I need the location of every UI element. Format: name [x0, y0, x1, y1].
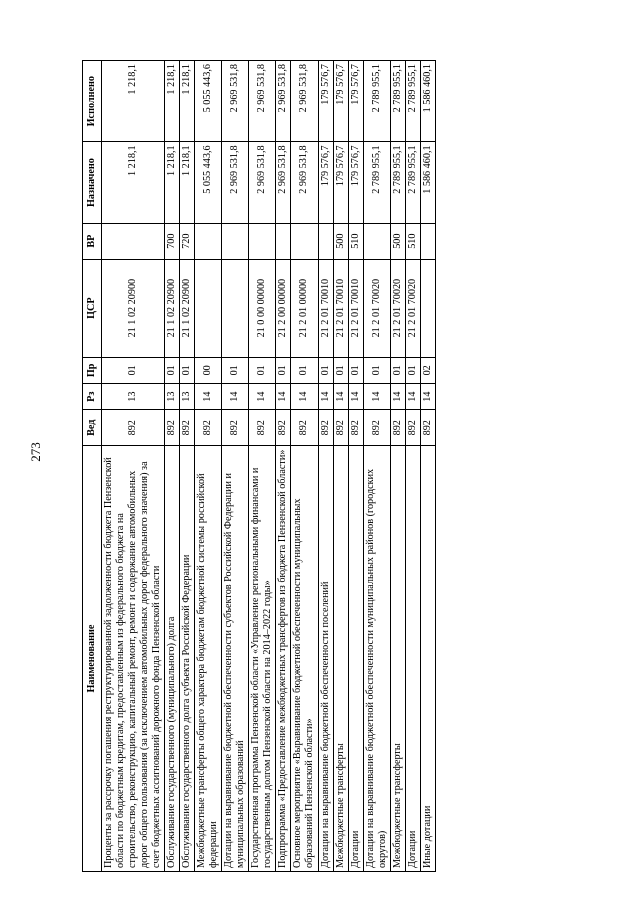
header-ved: Вед — [83, 410, 102, 446]
cell-ved: 892 — [249, 410, 276, 446]
cell-name: Проценты за рассрочку погашения реструктурированной задолженности бюджета Пензенской области по бюджетным кредитам, предоставленным из федерального бюджета на строительство, реконструкцию, капитальный ремонт, ремонт и содержание автомобильных дорог общего пользования (за исключением автомобильных дорог федерального значения) за счет бюджетных ассигнований дорожного фонда Пензенской области — [102, 446, 165, 872]
header-plan: Назначено — [83, 142, 102, 223]
cell-csr: 21 2 01 70010 — [318, 259, 333, 357]
table-row — [318, 61, 333, 872]
cell-done: 5 055 443,6 — [195, 61, 222, 142]
cell-pr: 00 — [195, 357, 222, 383]
table-body — [102, 61, 436, 872]
cell-csr: 21 2 01 70020 — [405, 259, 420, 357]
cell-name: Обслуживание государственного долга субъекта Российской Федерации — [180, 446, 195, 872]
cell-ved: 892 — [420, 410, 435, 446]
cell-csr — [420, 259, 435, 357]
cell-done: 1 218,1 — [180, 61, 195, 142]
cell-name: Иные дотации — [420, 446, 435, 872]
cell-ved: 892 — [405, 410, 420, 446]
cell-ved: 892 — [291, 410, 318, 446]
cell-vr: 720 — [180, 223, 195, 259]
cell-vr — [276, 223, 291, 259]
cell-name: Дотации — [405, 446, 420, 872]
cell-rz: 13 — [180, 383, 195, 409]
cell-rz: 14 — [249, 383, 276, 409]
cell-vr — [222, 223, 249, 259]
cell-vr: 510 — [405, 223, 420, 259]
cell-plan: 2 969 531,8 — [276, 142, 291, 223]
header-pr: Пр — [83, 357, 102, 383]
cell-csr: 21 1 02 20900 — [102, 259, 165, 357]
header-done: Исполнено — [83, 61, 102, 142]
cell-done: 2 789 955,1 — [363, 61, 390, 142]
cell-vr — [195, 223, 222, 259]
cell-plan: 1 586 460,1 — [420, 142, 435, 223]
cell-name: Межбюджетные трансферты общего характера бюджетам бюджетной системы российской федерации — [195, 446, 222, 872]
header-csr: ЦСР — [83, 259, 102, 357]
cell-name: Дотации на выравнивание бюджетной обеспеченности субъектов Российской Федерации и муниципальных образований — [222, 446, 249, 872]
cell-vr — [420, 223, 435, 259]
cell-vr: 700 — [165, 223, 180, 259]
cell-pr: 01 — [390, 357, 405, 383]
cell-ved: 892 — [180, 410, 195, 446]
cell-done: 179 576,7 — [333, 61, 348, 142]
cell-done: 179 576,7 — [348, 61, 363, 142]
cell-vr: 500 — [390, 223, 405, 259]
cell-done: 179 576,7 — [318, 61, 333, 142]
table-row — [195, 61, 222, 872]
cell-name: Дотации на выравнивание бюджетной обеспеченности муниципальных районов (городских округов) — [363, 446, 390, 872]
rotated-table-container — [82, 60, 538, 872]
cell-vr: 500 — [333, 223, 348, 259]
cell-plan: 179 576,7 — [333, 142, 348, 223]
cell-done: 2 789 955,1 — [405, 61, 420, 142]
cell-rz: 14 — [333, 383, 348, 409]
cell-plan: 5 055 443,6 — [195, 142, 222, 223]
cell-rz: 14 — [195, 383, 222, 409]
table-row — [348, 61, 363, 872]
cell-plan: 2 789 955,1 — [390, 142, 405, 223]
cell-rz: 14 — [291, 383, 318, 409]
cell-pr: 01 — [405, 357, 420, 383]
table-row — [390, 61, 405, 872]
cell-pr: 01 — [333, 357, 348, 383]
table-row — [276, 61, 291, 872]
table-row — [420, 61, 435, 872]
cell-done: 2 969 531,8 — [276, 61, 291, 142]
cell-csr: 21 2 01 70020 — [363, 259, 390, 357]
cell-plan: 1 218,1 — [165, 142, 180, 223]
cell-pr: 01 — [180, 357, 195, 383]
cell-rz: 14 — [420, 383, 435, 409]
cell-rz: 14 — [348, 383, 363, 409]
cell-pr: 01 — [318, 357, 333, 383]
cell-ved: 892 — [276, 410, 291, 446]
cell-ved: 892 — [222, 410, 249, 446]
cell-ved: 892 — [363, 410, 390, 446]
table-row — [180, 61, 195, 872]
cell-plan: 2 969 531,8 — [291, 142, 318, 223]
cell-vr — [102, 223, 165, 259]
cell-name: Дотации — [348, 446, 363, 872]
cell-plan: 1 218,1 — [180, 142, 195, 223]
table-row — [405, 61, 420, 872]
header-vr: ВР — [83, 223, 102, 259]
cell-pr: 01 — [222, 357, 249, 383]
cell-name: Межбюджетные трансферты — [333, 446, 348, 872]
cell-name: Межбюджетные трансферты — [390, 446, 405, 872]
cell-vr — [318, 223, 333, 259]
cell-name: Обслуживание государственного (муниципального) долга — [165, 446, 180, 872]
cell-name: Государственная программа Пензенской области «Управление региональными финансами и государственным долгом Пензенской области на 2014–2022 годы» — [249, 446, 276, 872]
cell-csr: 21 2 01 70010 — [333, 259, 348, 357]
header-rz: Рз — [83, 383, 102, 409]
page-number: 273 — [28, 442, 43, 462]
cell-pr: 01 — [102, 357, 165, 383]
cell-csr: 21 1 02 20900 — [180, 259, 195, 357]
cell-ved: 892 — [390, 410, 405, 446]
cell-ved: 892 — [102, 410, 165, 446]
cell-rz: 14 — [405, 383, 420, 409]
cell-csr — [222, 259, 249, 357]
cell-plan: 1 218,1 — [102, 142, 165, 223]
cell-csr: 21 2 01 00000 — [291, 259, 318, 357]
table-row — [102, 61, 165, 872]
table-row — [291, 61, 318, 872]
cell-csr: 21 0 00 00000 — [249, 259, 276, 357]
cell-done: 2 969 531,8 — [222, 61, 249, 142]
cell-ved: 892 — [333, 410, 348, 446]
cell-pr: 01 — [165, 357, 180, 383]
cell-vr — [249, 223, 276, 259]
table-row — [165, 61, 180, 872]
cell-ved: 892 — [195, 410, 222, 446]
table-row — [222, 61, 249, 872]
cell-pr: 02 — [420, 357, 435, 383]
table-header-row — [83, 61, 102, 872]
cell-done: 2 789 955,1 — [390, 61, 405, 142]
table-row — [249, 61, 276, 872]
cell-plan: 2 789 955,1 — [405, 142, 420, 223]
cell-rz: 14 — [276, 383, 291, 409]
cell-done: 2 969 531,8 — [249, 61, 276, 142]
cell-pr: 01 — [348, 357, 363, 383]
cell-name: Дотации на выравнивание бюджетной обеспеченности поселений — [318, 446, 333, 872]
cell-plan: 2 969 531,8 — [249, 142, 276, 223]
cell-done: 1 218,1 — [165, 61, 180, 142]
cell-pr: 01 — [276, 357, 291, 383]
cell-done: 2 969 531,8 — [291, 61, 318, 142]
cell-csr — [195, 259, 222, 357]
cell-ved: 892 — [348, 410, 363, 446]
table-row — [363, 61, 390, 872]
cell-rz: 14 — [318, 383, 333, 409]
cell-done: 1 586 460,1 — [420, 61, 435, 142]
cell-plan: 2 969 531,8 — [222, 142, 249, 223]
cell-vr — [291, 223, 318, 259]
cell-plan: 179 576,7 — [348, 142, 363, 223]
cell-vr — [363, 223, 390, 259]
cell-ved: 892 — [318, 410, 333, 446]
cell-vr: 510 — [348, 223, 363, 259]
cell-rz: 14 — [390, 383, 405, 409]
cell-name: Основное мероприятие «Выравнивание бюджетной обеспеченности муниципальных образований Пензенской области» — [291, 446, 318, 872]
header-name: Наименование — [83, 446, 102, 872]
budget-table — [82, 60, 436, 872]
cell-csr: 21 2 01 70010 — [348, 259, 363, 357]
cell-plan: 2 789 955,1 — [363, 142, 390, 223]
cell-pr: 01 — [363, 357, 390, 383]
cell-csr: 21 2 00 00000 — [276, 259, 291, 357]
cell-name: Подпрограмма «Предоставление межбюджетных трансфертов из бюджета Пензенской области» — [276, 446, 291, 872]
cell-rz: 13 — [102, 383, 165, 409]
cell-rz: 13 — [165, 383, 180, 409]
cell-pr: 01 — [291, 357, 318, 383]
cell-csr: 21 1 02 20900 — [165, 259, 180, 357]
cell-plan: 179 576,7 — [318, 142, 333, 223]
cell-pr: 01 — [249, 357, 276, 383]
cell-rz: 14 — [222, 383, 249, 409]
cell-ved: 892 — [165, 410, 180, 446]
cell-done: 1 218,1 — [102, 61, 165, 142]
cell-csr: 21 2 01 70020 — [390, 259, 405, 357]
cell-rz: 14 — [363, 383, 390, 409]
table-row — [333, 61, 348, 872]
